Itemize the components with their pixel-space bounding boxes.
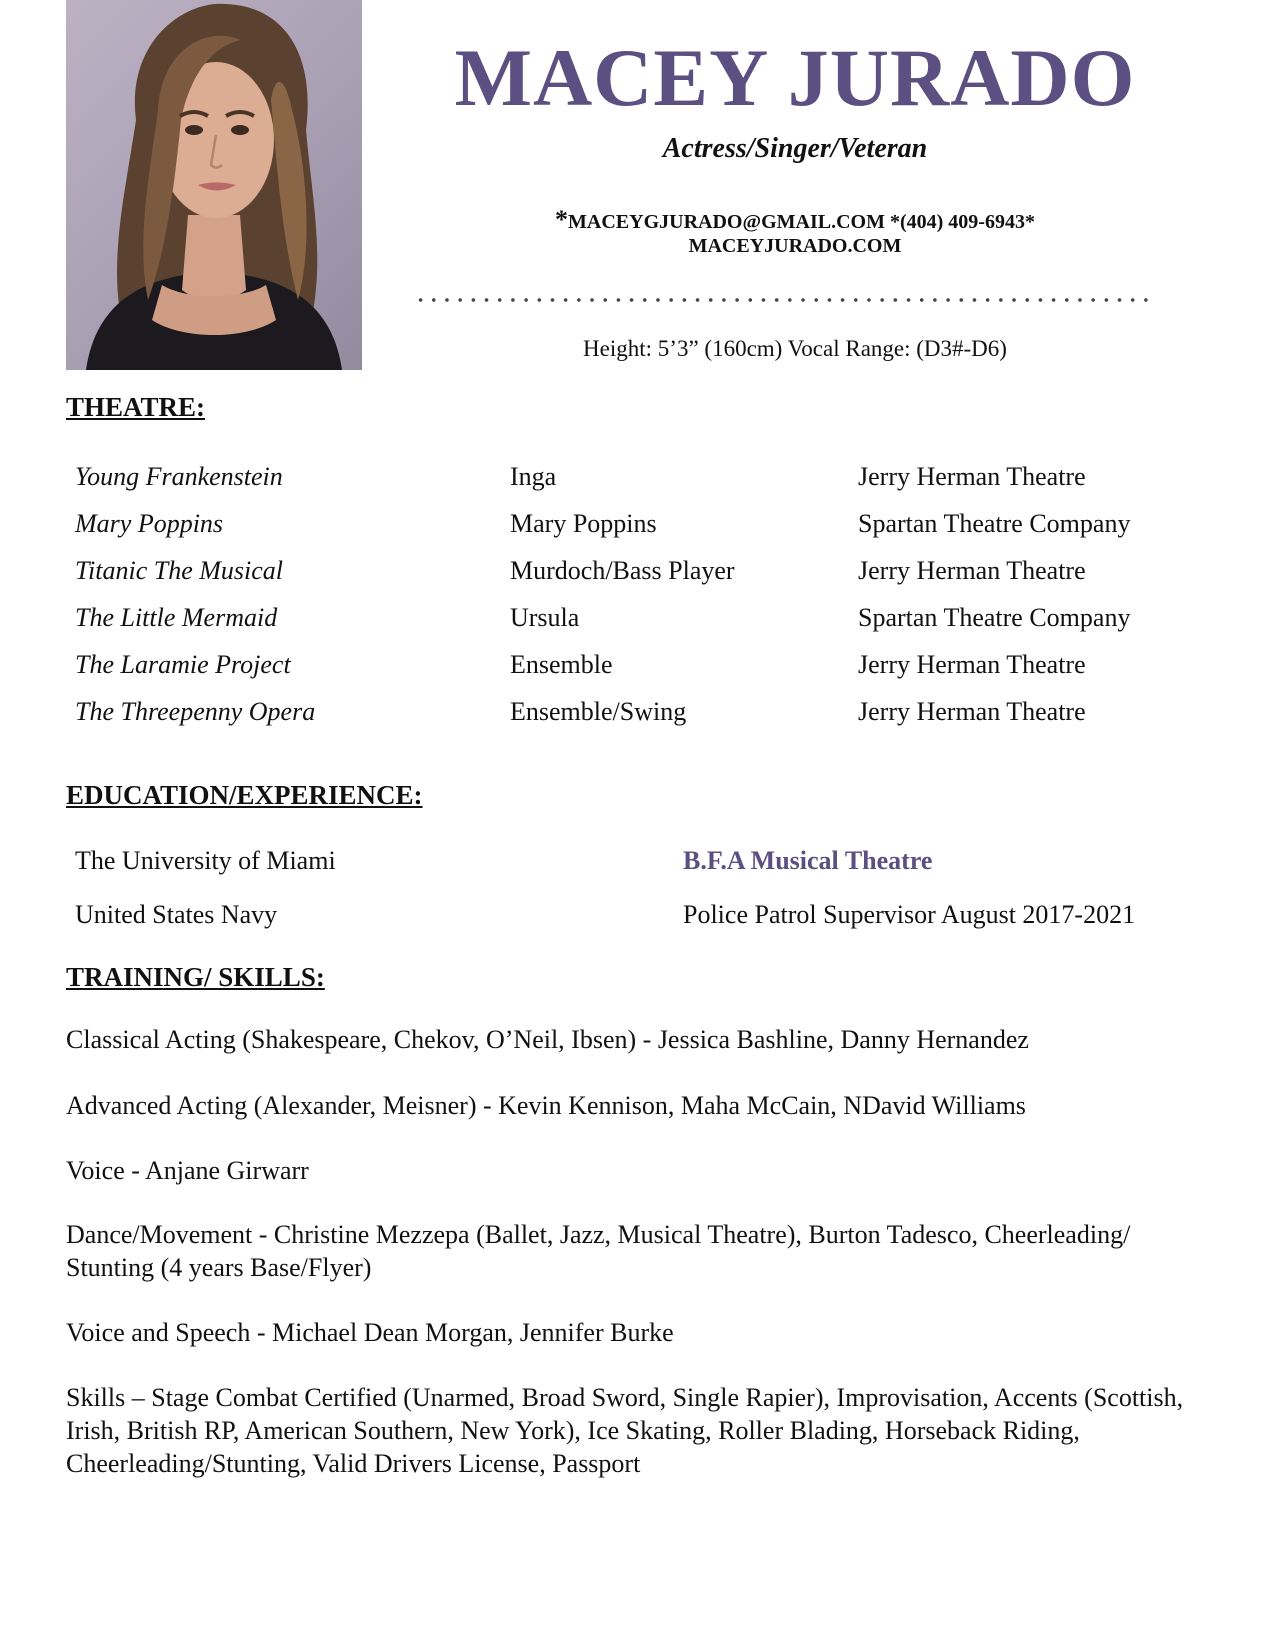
theatre-heading: THEATRE: <box>66 392 206 422</box>
theatre-credit-row <box>0 509 1275 549</box>
credit-show: The Little Mermaid <box>75 603 278 632</box>
training-heading: TRAINING/ SKILLS: <box>66 962 325 992</box>
theatre-credit-row <box>0 603 1275 643</box>
credit-show: Mary Poppins <box>75 509 224 538</box>
tagline: Actress/Singer/Veteran <box>662 133 928 164</box>
theatre-credit-row <box>0 650 1275 690</box>
training-item: Voice and Speech - Michael Dean Morgan, Jennifer Burke <box>66 1318 674 1347</box>
credit-venue: Jerry Herman Theatre <box>858 650 1086 679</box>
contact-block <box>380 205 1210 258</box>
credit-role: Ensemble/Swing <box>510 697 687 726</box>
contact-prefix-star: * <box>555 205 569 234</box>
training-item: Dance/Movement - Christine Mezzepa (Ballet, Jazz, Musical Theatre), Burton Tadesco, Cheerleading/ Stunting (4 years Base/Flyer) <box>66 1220 1131 1282</box>
training-item: Advanced Acting (Alexander, Meisner) - Kevin Kennison, Maha McCain, NDavid Williams <box>66 1091 1026 1120</box>
credit-show: Young Frankenstein <box>75 462 283 491</box>
training-item: Skills – Stage Combat Certified (Unarmed, Broad Sword, Single Rapier), Improvisation, Accents (Scottish, Irish, British RP, American Southern, New York), Ice Skating, Roller Blading, Horseback Riding, Cheerleading/Stunting, Valid Drivers License, Passport <box>66 1383 1184 1478</box>
credit-show: The Laramie Project <box>75 650 291 679</box>
credit-venue: Jerry Herman Theatre <box>858 697 1086 726</box>
education-degree: B.F.A Musical Theatre <box>683 846 933 875</box>
credit-role: Ursula <box>510 603 580 632</box>
theatre-credit-row <box>0 556 1275 596</box>
education-entry <box>0 846 1275 886</box>
headshot-photo <box>66 0 362 370</box>
headshot-illustration <box>66 0 362 370</box>
training-item: Voice - Anjane Girwarr <box>66 1156 309 1185</box>
education-entry <box>0 900 1275 940</box>
credit-role: Murdoch/Bass Player <box>510 556 735 585</box>
credit-show: The Threepenny Opera <box>75 697 316 726</box>
credit-venue: Jerry Herman Theatre <box>858 462 1086 491</box>
credit-venue: Jerry Herman Theatre <box>858 556 1086 585</box>
contact-website[interactable]: MACEYJURADO.COM <box>688 235 902 257</box>
measurements: Height: 5’3” (160cm) Vocal Range: (D3#-D6) <box>583 336 1007 361</box>
education-institution: The University of Miami <box>75 846 336 875</box>
contact-email-phone[interactable]: MACEYGJURADO@GMAIL.COM *(404) 409-6943* <box>568 211 1035 233</box>
candidate-name: MACEY JURADO <box>454 32 1136 123</box>
contact-email-phone-line <box>380 205 1210 234</box>
education-institution: United States Navy <box>75 900 278 929</box>
education-detail: Police Patrol Supervisor August 2017-2021 <box>683 900 1136 929</box>
credit-role: Ensemble <box>510 650 613 679</box>
credit-venue: Spartan Theatre Company <box>858 509 1131 538</box>
training-item: Classical Acting (Shakespeare, Chekov, O’Neil, Ibsen) - Jessica Bashline, Danny Hernandez <box>66 1025 1029 1054</box>
theatre-credit-row <box>0 462 1275 502</box>
dotted-divider <box>414 296 1149 304</box>
theatre-credit-row <box>0 697 1275 737</box>
credit-show: Titanic The Musical <box>75 556 283 585</box>
credit-role: Inga <box>510 462 557 491</box>
credit-venue: Spartan Theatre Company <box>858 603 1131 632</box>
education-heading: EDUCATION/EXPERIENCE: <box>66 780 423 810</box>
credit-role: Mary Poppins <box>510 509 657 538</box>
